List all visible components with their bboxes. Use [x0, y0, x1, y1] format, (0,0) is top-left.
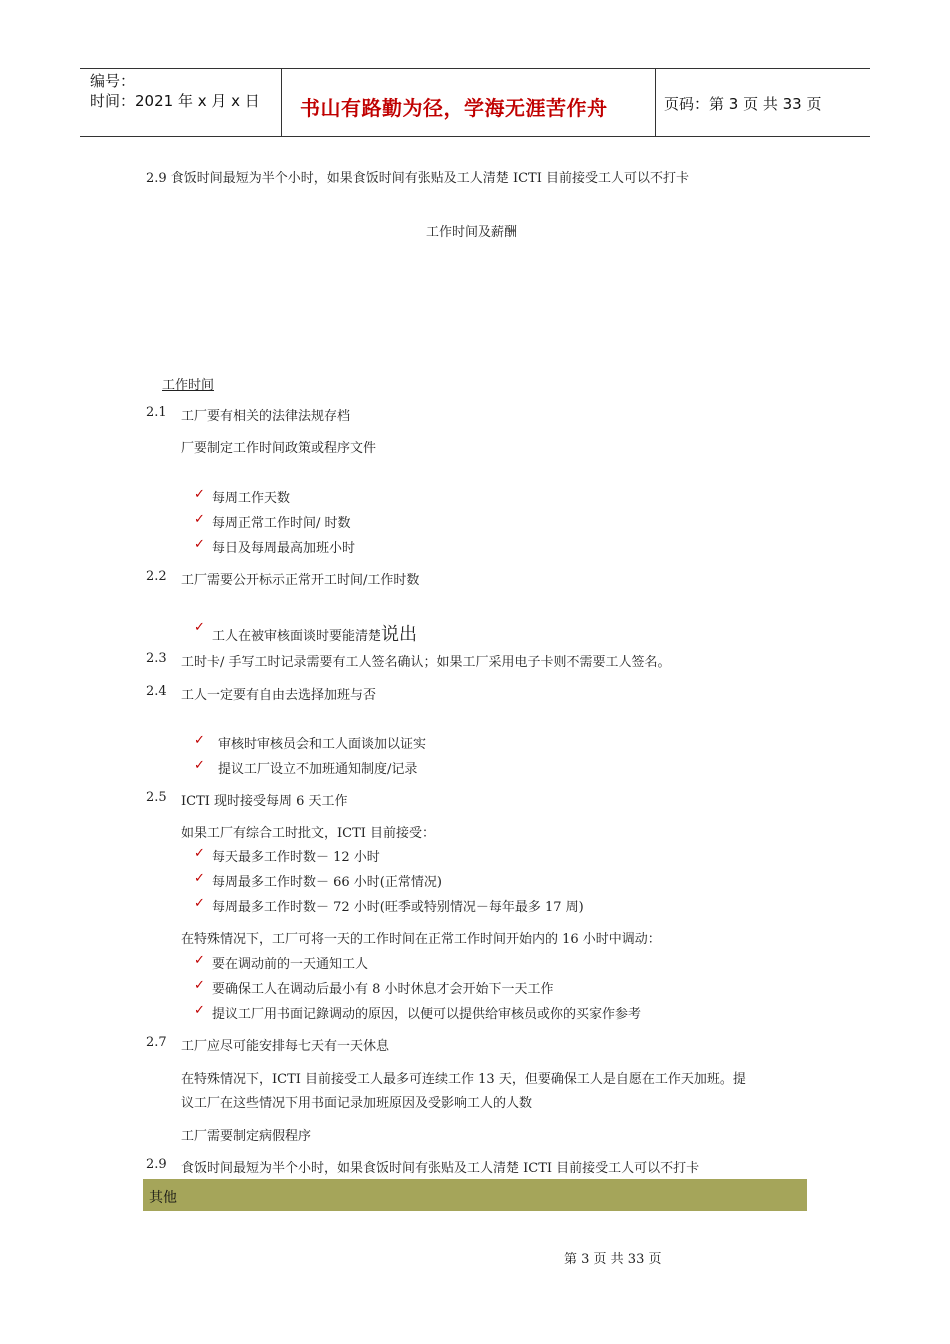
check-item: 每日及每周最高加班小时: [212, 541, 356, 556]
item-text: 食饭时间最短为半个小时，如果食饭时间有张贴及工人清楚 ICTI 目前接受工人可以不打卡: [181, 1161, 700, 1176]
item-subtext: 议工厂在这些情况下用书面记录加班原因及受影响工人的人数: [181, 1096, 533, 1111]
item-text: 工厂要有相关的法律法规存档: [181, 409, 351, 424]
item-number: 2.7: [146, 1035, 167, 1050]
item-text: 工厂应尽可能安排每七天有一天休息: [181, 1039, 390, 1054]
check-icon: ✓: [194, 1003, 205, 1018]
header-divider-right: [655, 68, 656, 136]
item-number: 2.5: [146, 790, 167, 805]
check-icon: ✓: [194, 620, 205, 635]
check-item: 提议工厂设立不加班通知制度/记录: [218, 762, 418, 777]
item-number: 2.3: [146, 651, 167, 666]
item-text: 工人一定要有自由去选择加班与否: [181, 688, 377, 703]
section-band-label: 其他: [149, 1190, 177, 1206]
check-icon: ✓: [194, 896, 205, 911]
header-motto: 书山有路勤为径，学海无涯苦作舟: [300, 96, 608, 120]
item-text: 工时卡/ 手写工时记录需要有工人签名确认；如果工厂采用电子卡则不需要工人签名。: [181, 655, 671, 670]
check-item-large-text: 说出: [381, 624, 418, 645]
item-number: 2.1: [146, 405, 167, 420]
check-item: 审核时审核员会和工人面谈加以证实: [218, 737, 427, 752]
header-divider-left: [281, 68, 282, 136]
top-line: 2.9 食饭时间最短为半个小时，如果食饭时间有张贴及工人清楚 ICTI 目前接受工人可以不打卡: [146, 171, 689, 186]
check-item: 每天最多工作时数－ 12 小时: [212, 850, 380, 865]
check-icon: ✓: [194, 733, 205, 748]
check-item: [212, 620, 417, 646]
item-subtext: 在特殊情况下，ICTI 目前接受工人最多可连续工作 13 天，但要确保工人是自愿在工作天加班。提: [181, 1072, 746, 1087]
check-icon: ✓: [194, 537, 205, 552]
header-bottom-rule: [80, 136, 870, 137]
check-item: 要在调动前的一天通知工人: [212, 957, 369, 972]
item-subtext: 在特殊情况下，工厂可将一天的工作时间在正常工作时间开始内的 16 小时中调动：: [181, 932, 661, 947]
item-number: 2.4: [146, 684, 167, 699]
check-icon: ✓: [194, 487, 205, 502]
check-item: 每周最多工作时数－ 66 小时(正常情况): [212, 875, 442, 890]
check-item: 每周最多工作时数－ 72 小时(旺季或特别情况－每年最多 17 周): [212, 900, 584, 915]
item-number: 2.2: [146, 569, 167, 584]
item-subtext: 厂要制定工作时间政策或程序文件: [181, 441, 377, 456]
check-item: 每周正常工作时间/ 时数: [212, 516, 351, 531]
item-text: 工厂需要公开标示正常开工时间/工作时数: [181, 573, 420, 588]
header-top-rule: [80, 68, 870, 69]
check-item: 提议工厂用书面记錄调动的原因，以便可以提供给审核员或你的买家作参考: [212, 1007, 642, 1022]
item-subtext: 如果工厂有综合工时批文，ICTI 目前接受：: [181, 826, 436, 841]
check-item: 要确保工人在调动后最小有 8 小时休息才会开始下一天工作: [212, 982, 554, 997]
header-page-label: 页码：第 3 页 共 33 页: [664, 95, 822, 113]
check-icon: ✓: [194, 871, 205, 886]
check-item-text: 工人在被审核面谈时要能清楚: [212, 629, 382, 644]
header-time-label: 时间：2021 年 x 月 x 日: [90, 92, 260, 110]
page-footer: 第 3 页 共 33 页: [564, 1252, 662, 1267]
check-item: 每周工作天数: [212, 491, 291, 506]
item-text: ICTI 现时接受每周 6 天工作: [181, 794, 348, 809]
check-icon: ✓: [194, 953, 205, 968]
center-title: 工作时间及薪酬: [426, 225, 518, 240]
item-number: 2.9: [146, 1157, 167, 1172]
header-number-label: 编号：: [90, 72, 136, 90]
check-icon: ✓: [194, 758, 205, 773]
check-icon: ✓: [194, 512, 205, 527]
check-icon: ✓: [194, 846, 205, 861]
item-subtext: 工厂需要制定病假程序: [181, 1129, 312, 1144]
section-band-other: [143, 1179, 807, 1211]
section-title: 工作时间: [162, 378, 215, 393]
check-icon: ✓: [194, 978, 205, 993]
